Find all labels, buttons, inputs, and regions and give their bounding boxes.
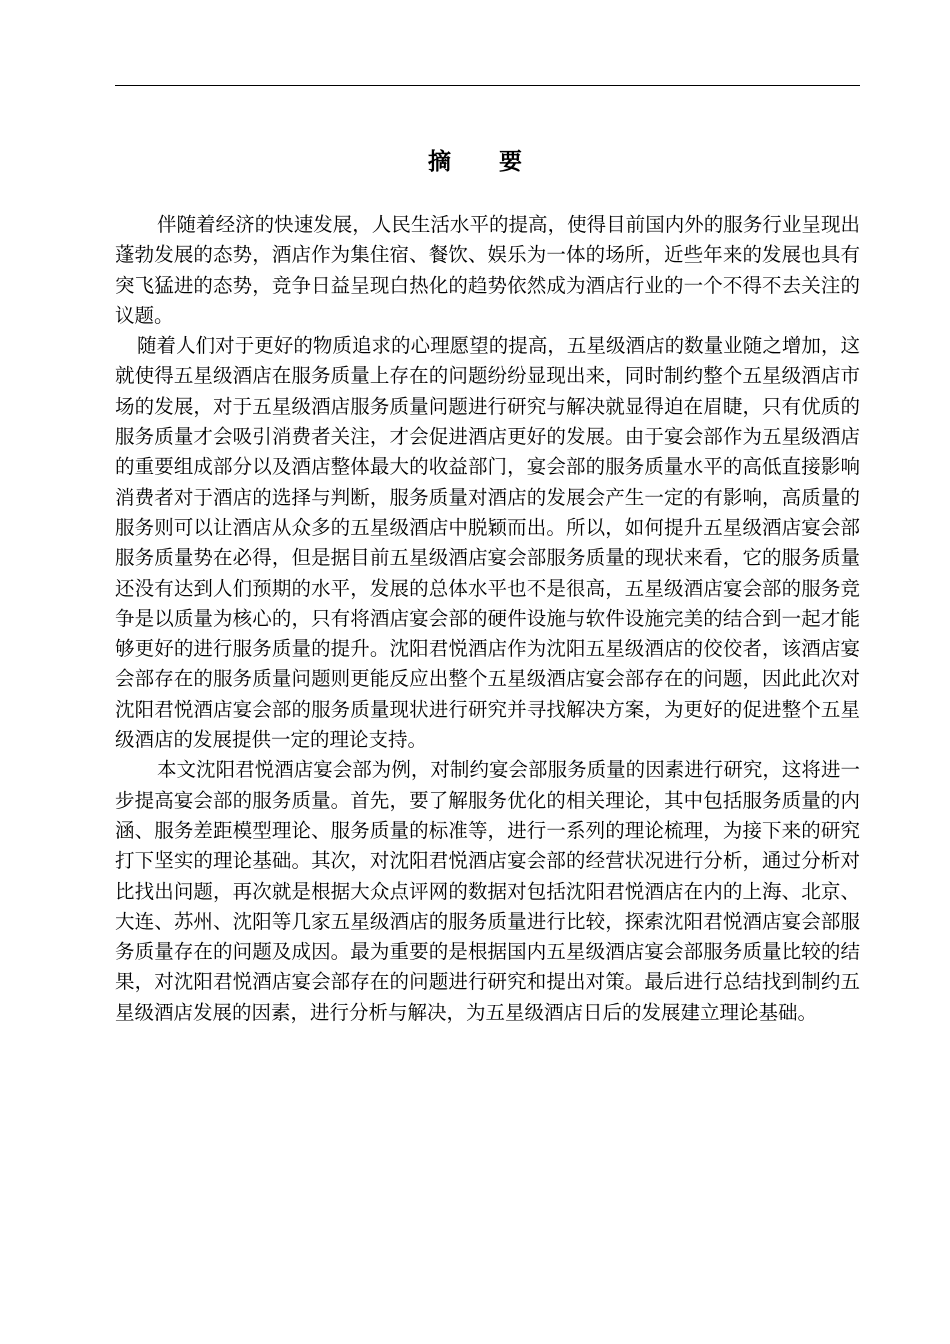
abstract-paragraph-1: 伴随着经济的快速发展，人民生活水平的提高，使得目前国内外的服务行业呈现出蓬勃发展的态势，酒店作为集住宿、餐饮、娱乐为一体的场所，近些年来的发展也具有突飞猛进的态势，竞争日益呈现白热化的趋势依然成为酒店行业的一个不得不去关注的议题。: [115, 213, 860, 327]
abstract-paragraph-2: 随着人们对于更好的物质追求的心理愿望的提高，五星级酒店的数量业随之增加，这就使得五星级酒店在服务质量上存在的问题纷纷显现出来，同时制约整个五星级酒店市场的发展，对于五星级酒店服务质量问题进行研究与解决就显得迫在眉睫，只有优质的服务质量才会吸引消费者关注，才会促进酒店更好的发展。由于宴会部作为五星级酒店的重要组成部分以及酒店整体最大的收益部门，宴会部的服务质量水平的高低直接影响消费者对于酒店的选择与判断，服务质量对酒店的发展会产生一定的有影响，高质量的服务则可以让酒店从众多的五星级酒店中脱颖而出。所以，如何提升五星级酒店宴会部服务质量势在必得，但是据目前五星级酒店宴会部服务质量的现状来看，它的服务质量还没有达到人们预期的水平，发展的总体水平也不是很高，五星级酒店宴会部的服务竞争是以质量为核心的，只有将酒店宴会部的硬件设施与软件设施完美的结合到一起才能够更好的进行服务质量的提升。沈阳君悦酒店作为沈阳五星级酒店的佼佼者，该酒店宴会部存在的服务质量问题则更能反应出整个五星级酒店宴会部存在的问题，因此此次对沈阳君悦酒店宴会部的服务质量现状进行研究并寻找解决方案，为更好的促进整个五星级酒店的发展提供一定的理论支持。: [115, 334, 860, 752]
header-rule: [115, 85, 860, 86]
abstract-title: 摘 要: [427, 148, 542, 175]
abstract-paragraph-3: 本文沈阳君悦酒店宴会部为例，对制约宴会部服务质量的因素进行研究，这将进一步提高宴会部的服务质量。首先，要了解服务优化的相关理论，其中包括服务质量的内涵、服务差距模型理论、服务质量的标准等，进行一系列的理论梳理，为接下来的研究打下坚实的理论基础。其次，对沈阳君悦酒店宴会部的经营状况进行分析，通过分析对比找出问题，再次就是根据大众点评网的数据对包括沈阳君悦酒店在内的上海、北京、大连、苏州、沈阳等几家五星级酒店的服务质量进行比较，探索沈阳君悦酒店宴会部服务质量存在的问题及成因。最为重要的是根据国内五星级酒店宴会部服务质量比较的结果，对沈阳君悦酒店宴会部存在的问题进行研究和提出对策。最后进行总结找到制约五星级酒店发展的因素，进行分析与解决，为五星级酒店日后的发展建立理论基础。: [115, 758, 860, 1024]
abstract-body: [115, 210, 860, 1028]
